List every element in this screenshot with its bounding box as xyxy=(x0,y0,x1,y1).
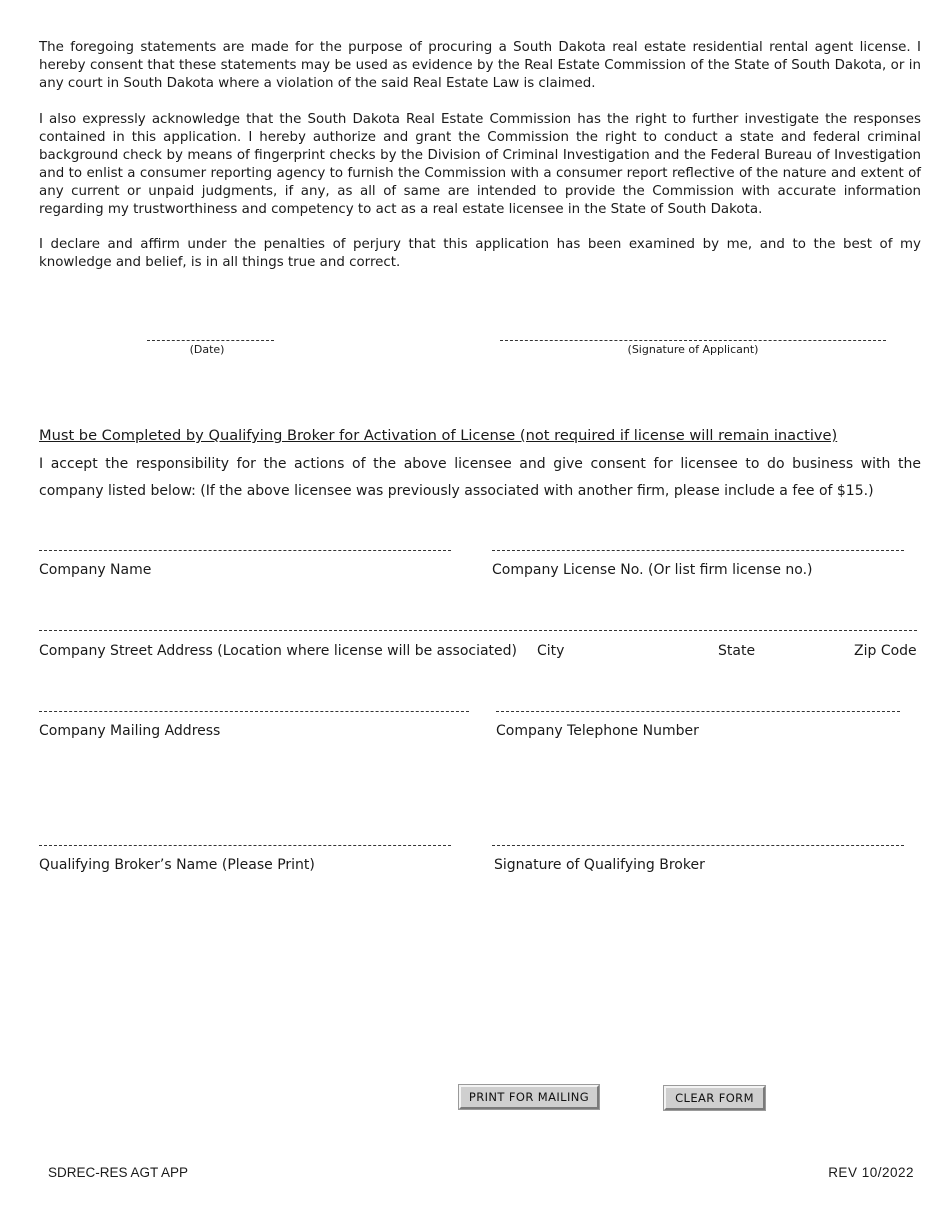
telephone-field[interactable] xyxy=(496,711,900,712)
company-license-field[interactable] xyxy=(492,550,904,551)
date-label: (Date) xyxy=(189,343,225,356)
broker-name-label: Qualifying Broker’s Name (Please Print) xyxy=(39,857,315,873)
perjury-declaration: I declare and affirm under the penalties of perjury that this application has been examined by me, and to the best of my knowledge and belief, is in all things true and correct. xyxy=(39,237,921,270)
mailing-address-field[interactable] xyxy=(39,711,469,712)
broker-signature-field[interactable] xyxy=(492,845,904,846)
print-for-mailing-button[interactable]: PRINT FOR MAILING xyxy=(459,1085,599,1109)
company-name-label: Company Name xyxy=(39,562,152,578)
mailing-address-label: Company Mailing Address xyxy=(39,723,221,739)
clear-form-button[interactable]: CLEAR FORM xyxy=(664,1086,765,1110)
company-name-field[interactable] xyxy=(39,550,451,551)
company-license-label: Company License No. (Or list firm license no.) xyxy=(492,562,813,578)
applicant-signature-label: (Signature of Applicant) xyxy=(627,343,759,356)
investigation-statement: I also expressly acknowledge that the South Dakota Real Estate Commission has the right to further investigate the responses contained in this application. I hereby authorize and grant the Commission the right to conduct a state and federal criminal background check by means of fingerprint checks by the Division of Criminal Investigation and the Federal Bureau of Investigation and to enlist a consumer reporting agency to furnish the Commission with a consumer report reflective of the nature and extent of any current or unpaid judgments, if any, as all of same are intended to provide the Commission with accurate information regarding my trustworthiness and competency to act as a real estate licensee in the State of South Dakota. xyxy=(39,112,921,217)
applicant-signature-line[interactable] xyxy=(500,340,886,341)
revision-label: REV 10/2022 xyxy=(828,1165,914,1180)
broker-section-heading: Must be Completed by Qualifying Broker for Activation of License (not required if license will remain inactive) xyxy=(39,427,838,444)
broker-signature-label: Signature of Qualifying Broker xyxy=(494,857,705,873)
state-label: State xyxy=(718,643,756,659)
zip-label: Zip Code xyxy=(854,643,917,659)
telephone-label: Company Telephone Number xyxy=(496,723,699,739)
form-id: SDREC-RES AGT APP xyxy=(48,1165,189,1180)
date-line[interactable] xyxy=(147,340,274,341)
broker-consent-text: I accept the responsibility for the actions of the above licensee and give consent for licensee to do business with the company listed below: (If the above licensee was previously associated with another firm, please include a fee of $15.) xyxy=(39,456,921,499)
consent-statement: The foregoing statements are made for the purpose of procuring a South Dakota real estate residential rental agent license. I hereby consent that these statements may be used as evidence by the Real Estate Commission of the State of South Dakota, or in any court in South Dakota where a violation of the said Real Estate Law is claimed. xyxy=(39,40,921,91)
street-address-label: Company Street Address (Location where license will be associated) xyxy=(39,643,518,659)
broker-name-field[interactable] xyxy=(39,845,451,846)
street-address-field[interactable] xyxy=(39,630,917,631)
city-label: City xyxy=(537,643,565,659)
